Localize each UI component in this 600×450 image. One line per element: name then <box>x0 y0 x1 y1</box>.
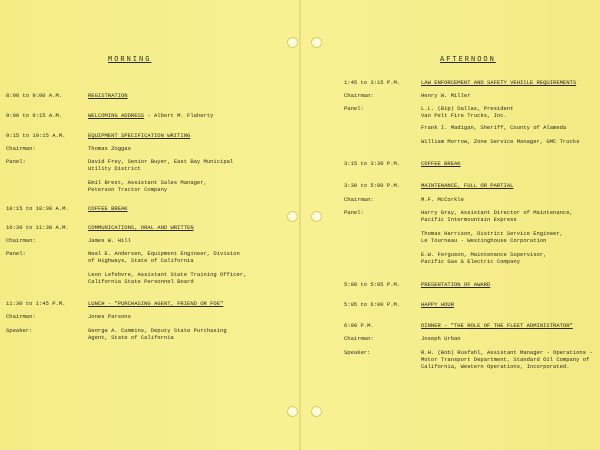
session-title: REGISTRATION <box>88 92 128 99</box>
session-time: 10:30 to 11:30 A.M. <box>6 224 69 231</box>
session-title: HAPPY HOUR <box>421 301 455 308</box>
participant-text: Emil Brest, Assistant Sales Manager, <box>88 179 207 186</box>
participant-text: David Frey, Senior Buyer, East Bay Municipal <box>88 158 234 165</box>
participant-text: Motor Transport Department, Standard Oil Company of <box>421 356 590 363</box>
participant-text: Jones Parsons <box>88 313 131 320</box>
participant-text: Thomas Harrison, District Service Engineer, <box>421 230 563 237</box>
session-title: PRESENTATION OF AWARD <box>421 281 491 288</box>
participant-text: Thomas Zoggas <box>88 145 131 152</box>
session-time: 9:15 to 10:15 A.M. <box>6 132 66 139</box>
participant-text: Utility District <box>88 165 141 172</box>
participant-text: of Highways, State of California <box>88 257 194 264</box>
role-label: Panel: <box>344 209 364 216</box>
session-time: 3:30 to 5:00 P.M. <box>344 182 401 189</box>
role-label: Chairman: <box>344 335 374 342</box>
participant-text: Le Tourneau - Westinghouse Corporation <box>421 237 547 244</box>
session-time: 11:30 to 1:45 P.M. <box>6 300 66 307</box>
participant-text: Joseph Urban <box>421 335 461 342</box>
participant-text: Harry Gray, Assistant Director of Maintenance, <box>421 209 573 216</box>
session-time: 5:00 to 5:05 P.M. <box>344 281 401 288</box>
participant-text: California, Western Operations, Incorporated. <box>421 363 570 370</box>
participant-text: Frank I. Madigan, Sheriff, County of Alameda <box>421 124 567 131</box>
session-title: EQUIPMENT SPECIFICATION WRITING <box>88 132 191 139</box>
morning-heading: MORNING <box>108 56 152 64</box>
session-title: MAINTENANCE, FULL OR PARTIAL <box>421 182 514 189</box>
morning-column <box>0 0 296 450</box>
session-time: 3:15 to 3:30 P.M. <box>344 160 401 167</box>
center-fold <box>299 0 301 450</box>
session-time: 5:05 to 6:00 P.M. <box>344 301 401 308</box>
role-label: Speaker: <box>344 349 371 356</box>
session-time: 1:45 to 3:15 P.M. <box>344 79 401 86</box>
session-time: 9:00 to 9:15 A.M. <box>6 112 63 119</box>
participant-text: George A. Cummins, Deputy State Purchasing <box>88 327 227 334</box>
role-label: Chairman: <box>344 92 374 99</box>
afternoon-heading: AFTERNOON <box>440 56 496 64</box>
participant-text: Van Pelt Fire Trucks, Inc. <box>421 112 507 119</box>
participant-text: California State Personnel Board <box>88 278 194 285</box>
session-time: 6:00 P.M. <box>344 322 374 329</box>
session-title: DINNER - "THE ROLE OF THE FLEET ADMINISTRATOR" <box>421 322 573 329</box>
role-label: Panel: <box>6 158 26 165</box>
session-time: 10:15 to 10:30 A.M. <box>6 205 69 212</box>
participant-text: E.W. Ferguson, Maintenance Supervisor, <box>421 251 547 258</box>
participant-text: Henry W. Miller <box>421 92 471 99</box>
participant-text: M.F. McCorkle <box>421 196 464 203</box>
session-title: LUNCH - "PURCHASING AGENT, FRIEND OR FOE" <box>88 300 224 307</box>
participant-text: Neal E. Andersen, Equipment Engineer, Division <box>88 250 240 257</box>
participant-text: L.L. (Bip) Dallas, President <box>421 105 514 112</box>
afternoon-column <box>304 0 600 450</box>
role-label: Panel: <box>6 250 26 257</box>
participant-text: James W. Hill <box>88 237 131 244</box>
participant-text: Leon Lefebvre, Assistant State Training Officer, <box>88 271 247 278</box>
role-label: Chairman: <box>6 313 36 320</box>
participant-text: R.H. (Bob) Rusfahl, Assistant Manager - Operations - <box>421 349 593 356</box>
session-time: 8:00 to 9:00 A.M. <box>6 92 63 99</box>
role-label: Chairman: <box>344 196 374 203</box>
role-label: Panel: <box>344 105 364 112</box>
role-label: Chairman: <box>6 145 36 152</box>
session-title: LAW ENFORCEMENT AND SAFETY VEHICLE REQUIREMENTS <box>421 79 577 86</box>
session-title: WELCOMING ADDRESS - Albert M. Flaherty <box>88 112 214 119</box>
participant-text: William Morrow, Zone Service Manager, GMC Trucks <box>421 138 580 145</box>
session-title: COMMUNICATIONS, ORAL AND WRITTEN <box>88 224 194 231</box>
role-label: Speaker: <box>6 327 33 334</box>
role-label: Chairman: <box>6 237 36 244</box>
participant-text: Agent, State of California <box>88 334 174 341</box>
participant-text: Pacific Gas & Electric Company <box>421 258 521 265</box>
participant-text: Peterson Tractor Company <box>88 186 168 193</box>
participant-text: Pacific Intermountain Express <box>421 216 517 223</box>
session-title: COFFEE BREAK <box>88 205 128 212</box>
session-title: COFFEE BREAK <box>421 160 461 167</box>
